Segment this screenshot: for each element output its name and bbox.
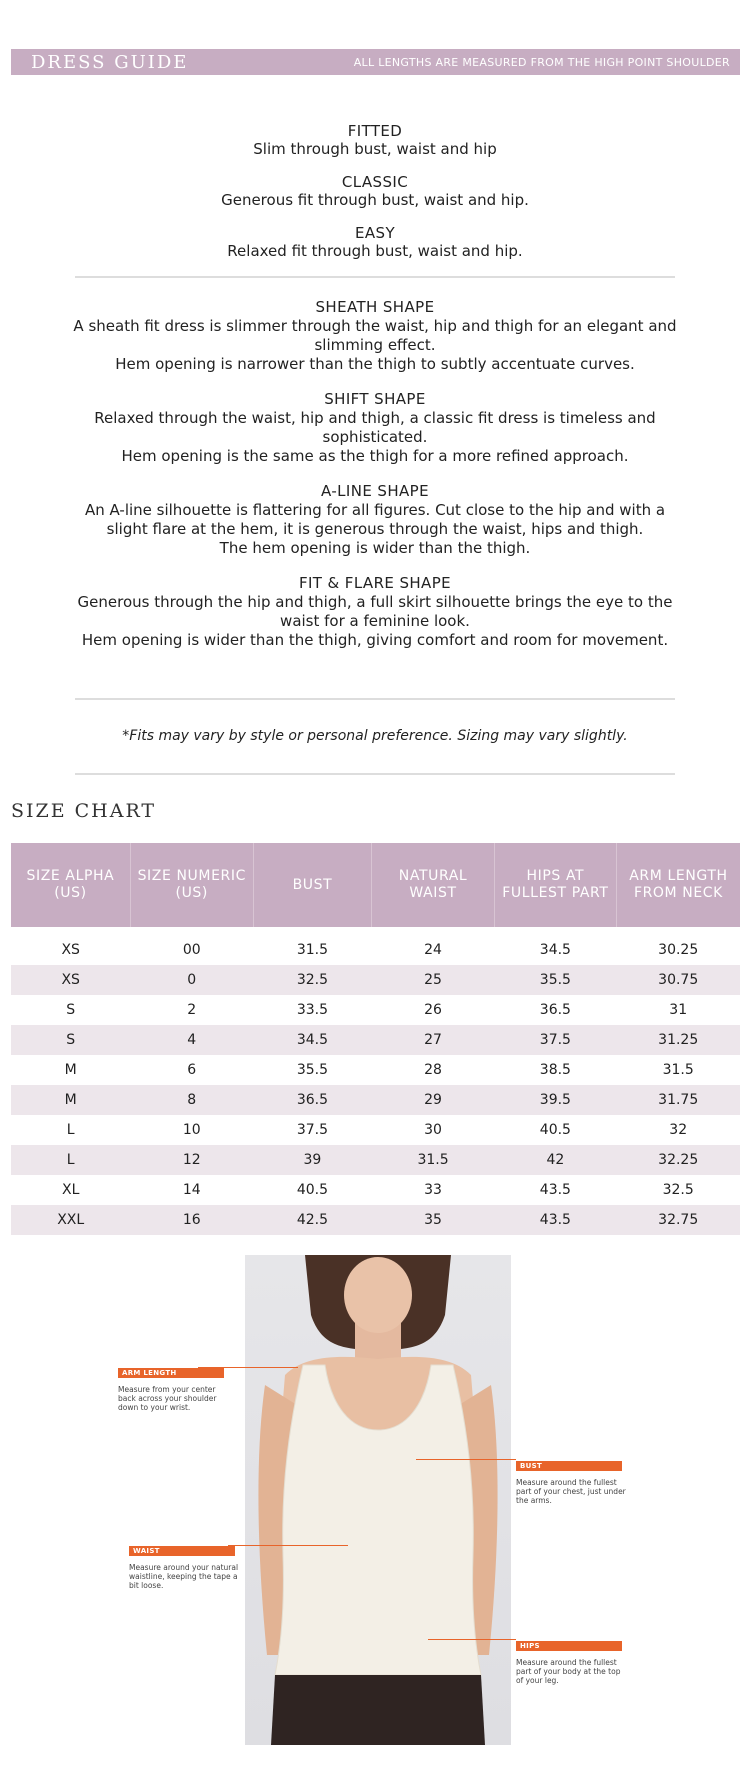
table-cell: 32.5 [662, 1182, 694, 1198]
shape-name: FIT & FLARE SHAPE [298, 574, 452, 592]
table-cell: 2 [187, 1002, 197, 1018]
fit-description: Generous fit through bust, waist and hip. [221, 191, 529, 209]
table-cell: S [66, 1002, 76, 1018]
shape-hem: Hem opening is the same as the thigh for a more refined approach. [121, 447, 629, 465]
model-photo [245, 1255, 511, 1745]
table-cell: 40.5 [296, 1182, 329, 1198]
table-cell: S [11, 1025, 130, 1055]
table-cell: 34.5 [539, 942, 571, 958]
table-cell: 35 [372, 1205, 495, 1235]
bust-callout-line [416, 1459, 516, 1460]
fit-note: *Fits may vary by style or personal preference. Sizing may vary slightly. [122, 728, 628, 744]
shape-description: Relaxed through the waist, hip and thigh, a classic fit dress is timeless and sophisticated. [94, 409, 656, 446]
shape-hem: The hem opening is wider than the thigh. [219, 539, 531, 557]
column-header: SIZE ALPHA (US) [11, 843, 130, 927]
divider [75, 276, 675, 278]
hips-text: Measure around the fullest part of your body at the top of your leg. [516, 1658, 621, 1685]
table-cell: 43.5 [539, 1182, 571, 1198]
table-row [11, 935, 740, 965]
waist-text: Measure around your natural waistline, keeping the tape a bit loose. [129, 1563, 239, 1590]
table-cell: 27 [372, 1025, 495, 1055]
table-cell: 32 [669, 1122, 688, 1138]
column-header: SIZE NUMERIC (US) [130, 843, 253, 927]
table-cell: 31.5 [662, 1062, 694, 1078]
banner-title: DRESS GUIDE [31, 51, 189, 73]
column-header: NATURAL WAIST [372, 843, 495, 927]
shape-hem: Hem opening is narrower than the thigh to subtly accentuate curves. [115, 355, 635, 373]
arm-length-tag: ARM LENGTH [118, 1368, 224, 1378]
table-cell: 25 [372, 965, 495, 995]
table-cell: 30.25 [658, 942, 699, 958]
table-cell: 24 [424, 942, 442, 958]
measurement-guide [0, 1255, 750, 1750]
table-cell: 37.5 [494, 1025, 616, 1055]
size-chart-title: SIZE CHART [11, 800, 157, 822]
shape-description: An A-line silhouette is flattering for all figures. Cut close to the hip and with a slight flare at the hem, it is generous through the waist, hips and thigh. [84, 501, 666, 538]
table-cell: 39 [253, 1145, 372, 1175]
table-cell: 30 [424, 1122, 442, 1138]
table-row [11, 995, 740, 1025]
table-cell: L [11, 1145, 130, 1175]
fit-descriptions [70, 122, 680, 275]
column-header: HIPS AT FULLEST PART [494, 843, 616, 927]
table-cell: M [11, 1085, 130, 1115]
table-cell: 31.25 [616, 1025, 740, 1055]
table-cell: 36.5 [539, 1002, 571, 1018]
shape-description: Generous through the hip and thigh, a full skirt silhouette brings the eye to the waist for a feminine look. [77, 593, 673, 630]
fit-description: Slim through bust, waist and hip [253, 140, 497, 158]
table-cell: L [66, 1122, 75, 1138]
table-row [11, 1055, 740, 1085]
fit-name: FITTED [347, 122, 403, 140]
table-cell: 35.5 [296, 1062, 329, 1078]
table-row [11, 1115, 740, 1145]
table-cell: XS [61, 942, 80, 958]
table-header-row [11, 843, 740, 927]
shape-name: SHIFT SHAPE [324, 390, 426, 408]
column-header: BUST [253, 843, 372, 927]
banner-subtitle: ALL LENGTHS ARE MEASURED FROM THE HIGH POINT SHOULDER [353, 55, 730, 69]
table-cell: XS [11, 965, 130, 995]
table-cell: 31.75 [616, 1085, 740, 1115]
hips-callout [516, 1633, 626, 1685]
fit-easy [70, 224, 680, 261]
shape-hem: Hem opening is wider than the thigh, giving comfort and room for movement. [81, 631, 669, 649]
table-cell: 4 [130, 1025, 253, 1055]
divider [75, 698, 675, 700]
fit-classic [70, 173, 680, 210]
column-header: ARM LENGTH FROM NECK [616, 843, 740, 927]
table-cell: 00 [182, 942, 201, 958]
fit-fitted [70, 122, 680, 159]
table-cell: 32.75 [616, 1205, 740, 1235]
table-row [11, 1145, 740, 1175]
hips-callout-line [428, 1639, 516, 1640]
shape-sheath [72, 298, 678, 374]
table-cell: 8 [130, 1085, 253, 1115]
size-chart-table [11, 843, 740, 1235]
shape-description: A sheath fit dress is slimmer through the waist, hip and thigh for an elegant and slimming effect. [73, 317, 677, 354]
table-cell: 6 [187, 1062, 197, 1078]
shape-descriptions [72, 298, 678, 666]
bust-text: Measure around the fullest part of your chest, just under the arms. [516, 1478, 626, 1505]
table-row [11, 1205, 740, 1235]
fit-name: CLASSIC [341, 173, 409, 191]
table-cell: 14 [182, 1182, 201, 1198]
waist-tag: WAIST [129, 1546, 235, 1556]
table-cell: 28 [424, 1062, 442, 1078]
table-cell: 29 [372, 1085, 495, 1115]
table-cell: 0 [130, 965, 253, 995]
table-cell: 30.75 [616, 965, 740, 995]
table-cell: 37.5 [296, 1122, 329, 1138]
table-cell: 16 [130, 1205, 253, 1235]
table-cell: 12 [130, 1145, 253, 1175]
table-cell: 31.5 [372, 1145, 495, 1175]
table-row [11, 1025, 740, 1055]
dress-guide-banner [11, 49, 740, 75]
fit-description: Relaxed fit through bust, waist and hip. [227, 242, 523, 260]
waist-callout-line [228, 1545, 348, 1546]
arm-length-callout [118, 1360, 228, 1412]
table-cell: 42.5 [253, 1205, 372, 1235]
table-cell: 34.5 [253, 1025, 372, 1055]
table-cell: 33 [424, 1182, 442, 1198]
table-cell: 39.5 [494, 1085, 616, 1115]
table-cell: M [64, 1062, 77, 1078]
model-illustration [245, 1255, 511, 1745]
table-cell: 33.5 [296, 1002, 329, 1018]
bust-tag: BUST [516, 1461, 622, 1471]
table-cell: 40.5 [539, 1122, 571, 1138]
table-cell: 42 [494, 1145, 616, 1175]
table-cell: 32.25 [616, 1145, 740, 1175]
table-cell: 10 [182, 1122, 201, 1138]
table-row [11, 1085, 740, 1115]
hips-tag: HIPS [516, 1641, 622, 1651]
shape-fit-flare [72, 574, 678, 650]
table-cell: 36.5 [253, 1085, 372, 1115]
table-cell: XL [61, 1182, 80, 1198]
table-cell: 26 [424, 1002, 442, 1018]
shape-shift [72, 390, 678, 466]
divider [75, 773, 675, 775]
table-cell: 32.5 [253, 965, 372, 995]
table-row [11, 965, 740, 995]
shape-name: A-LINE SHAPE [321, 482, 429, 500]
table-row [11, 1175, 740, 1205]
waist-callout [129, 1538, 239, 1590]
table-cell: 31 [669, 1002, 688, 1018]
shape-a-line [72, 482, 678, 558]
table-cell: 38.5 [539, 1062, 571, 1078]
fit-name: EASY [354, 224, 396, 242]
arm-length-text: Measure from your center back across your shoulder down to your wrist. [118, 1385, 217, 1412]
table-cell: 43.5 [494, 1205, 616, 1235]
table-cell: 35.5 [494, 965, 616, 995]
table-cell: 31.5 [296, 942, 329, 958]
table-cell: XXL [11, 1205, 130, 1235]
bust-callout [516, 1453, 626, 1505]
shape-name: SHEATH SHAPE [315, 298, 435, 316]
